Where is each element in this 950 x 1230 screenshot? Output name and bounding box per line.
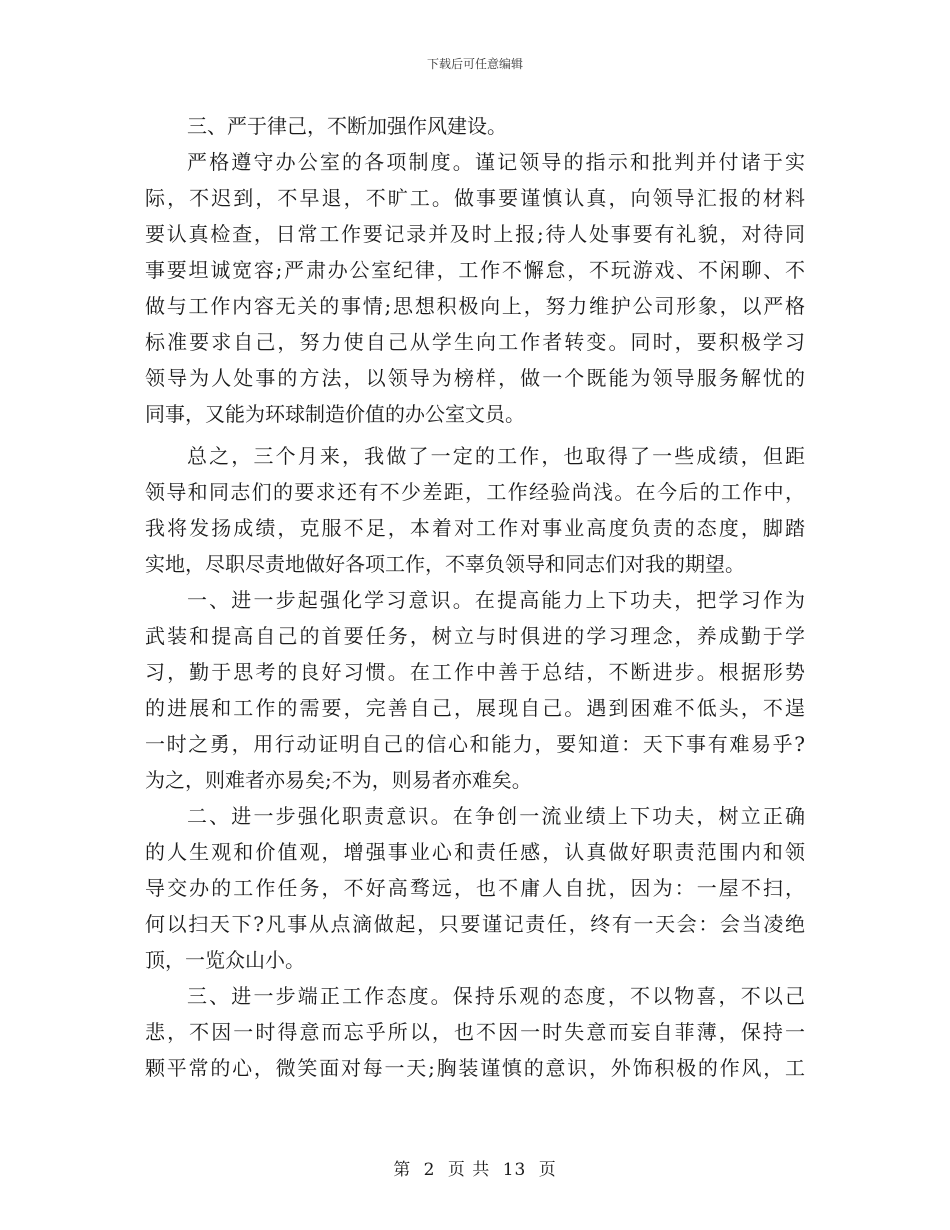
paragraph-line: 做与工作内容无关的事情;思想积极向上，努力维护公司形象，以严格: [145, 294, 805, 318]
paragraph-line: 三、严于律己，不断加强作风建设。: [187, 114, 507, 138]
paragraph-line: 悲，不因一时得意而忘乎所以，也不因一时失意而妄自菲薄，保持一: [145, 1020, 805, 1044]
paragraph-line: 顶，一览众山小。: [145, 948, 305, 972]
footer-middle: 页 共: [447, 1160, 491, 1180]
page-header: [0, 55, 950, 72]
page-footer: [0, 1155, 950, 1180]
paragraph-line: 我将发扬成绩，克服不足，本着对工作对事业高度负责的态度，脚踏: [145, 516, 805, 540]
paragraph-line: 事要坦诚宽容;严肃办公室纪律，工作不懈怠，不玩游戏、不闲聊、不: [145, 258, 805, 282]
paragraph-line: 同事，又能为环球制造价值的办公室文员。: [145, 402, 525, 426]
paragraph-line: 的人生观和价值观，增强事业心和责任感，认真做好职责范围内和领: [145, 840, 805, 864]
paragraph-line: 际，不迟到，不早退，不旷工。做事要谨慎认真，向领导汇报的材料: [145, 186, 805, 210]
paragraph-line: 一时之勇，用行动证明自己的信心和能力，要知道：天下事有难易乎?: [145, 732, 805, 756]
footer-suffix: 页: [538, 1160, 557, 1180]
paragraph-line: 领导和同志们的要求还有不少差距，工作经验尚浅。在今后的工作中，: [145, 480, 805, 504]
header-text: 下载后可任意编辑: [426, 57, 523, 71]
paragraph-line: 何以扫天下?凡事从点滴做起，只要谨记责任，终有一天会：会当凌绝: [145, 912, 805, 936]
paragraph-line: 严格遵守办公室的各项制度。谨记领导的指示和批判并付诸于实: [187, 150, 805, 174]
paragraph-line: 二、进一步强化职责意识。在争创一流业绩上下功夫，树立正确: [187, 804, 805, 828]
footer-prefix: 第: [393, 1160, 412, 1180]
paragraph-line: 武装和提高自己的首要任务，树立与时俱进的学习理念，养成勤于学: [145, 624, 805, 648]
paragraph-line: 标准要求自己，努力使自己从学生向工作者转变。同时，要积极学习: [145, 330, 805, 354]
paragraph-line: 习，勤于思考的良好习惯。在工作中善于总结，不断进步。根据形势: [145, 660, 805, 684]
paragraph-line: 要认真检查，日常工作要记录并及时上报;待人处事要有礼貌，对待同: [145, 222, 805, 246]
paragraph-line: 领导为人处事的方法，以领导为榜样，做一个既能为领导服务解忧的: [145, 366, 805, 390]
footer-total-pages: 13: [502, 1160, 527, 1180]
paragraph-line: 颗平常的心，微笑面对每一天;胸装谨慎的意识，外饰积极的作风，工: [145, 1056, 805, 1080]
paragraph-line: 总之，三个月来，我做了一定的工作，也取得了一些成绩，但距: [187, 444, 805, 468]
paragraph-line: 三、进一步端正工作态度。保持乐观的态度，不以物喜，不以己: [187, 984, 805, 1008]
document-body: [145, 108, 805, 1086]
paragraph-line: 导交办的工作任务，不好高骛远，也不庸人自扰，因为：一屋不扫，: [145, 876, 805, 900]
paragraph-line: 一、进一步起强化学习意识。在提高能力上下功夫，把学习作为: [187, 588, 805, 612]
paragraph-line: 的进展和工作的需要，完善自己，展现自己。遇到困难不低头，不逞: [145, 696, 805, 720]
paragraph-line: 实地，尽职尽责地做好各项工作，不辜负领导和同志们对我的期望。: [145, 552, 745, 576]
footer-page-number: 2: [423, 1160, 436, 1180]
paragraph-line: 为之，则难者亦易矣;不为，则易者亦难矣。: [145, 768, 532, 792]
